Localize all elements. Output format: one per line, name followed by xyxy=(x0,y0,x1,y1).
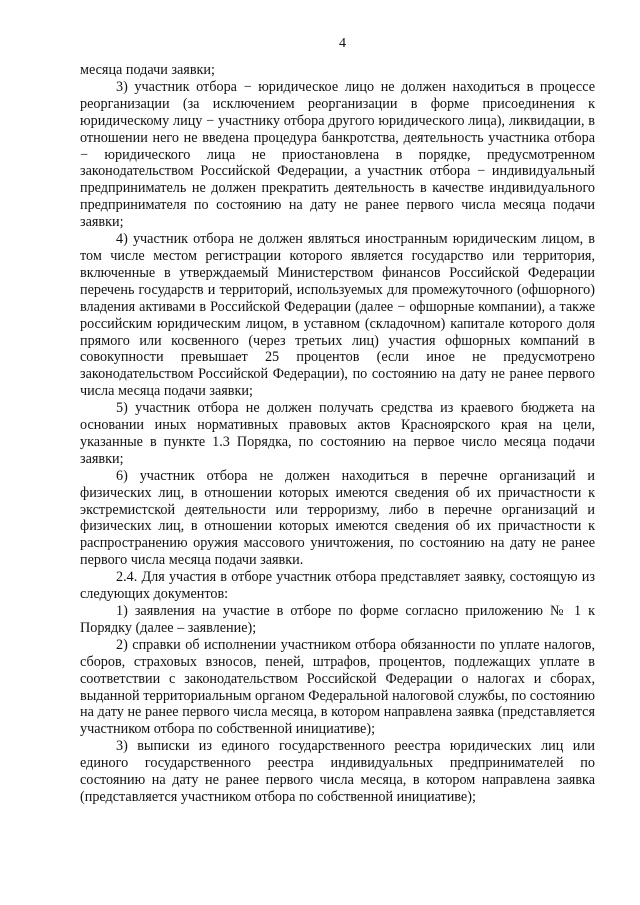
paragraph: 5) участник отбора не должен получать средства из краевого бюджета на основании иных нормативных правовых актов Красноярского края на цели, указанные в пункте 1.3 Порядка, по состоянию на первое число месяца подачи заявки; xyxy=(80,400,595,467)
paragraph: 2) справки об исполнении участником отбора обязанности по уплате налогов, сборов, страховых взносов, пеней, штрафов, процентов, подлежащих уплате в соответствии с законодательством Российской Федерации о налогах и сборах, выданной территориальным органом Федеральной налоговой службы, по состоянию на дату не ранее первого числа месяца, в котором направлена заявка (представляется участником отбора по собственной инициативе); xyxy=(80,636,595,738)
page-number: 4 xyxy=(339,36,346,51)
paragraph: месяца подачи заявки; xyxy=(80,62,215,78)
paragraph: 3) выписки из единого государственного реестра юридических лиц или единого государственного реестра индивидуальных предпринимателей по состоянию на дату не ранее первого числа месяца, в котором направлена заявка (представляется участником отбора по собственной инициативе); xyxy=(80,738,595,805)
paragraph: 1) заявления на участие в отборе по форме согласно приложению № 1 к Порядку (далее – заявление); xyxy=(80,603,595,636)
paragraph: 2.4. Для участия в отборе участник отбора представляет заявку, состоящую из следующих документов: xyxy=(80,569,595,603)
paragraph: 4) участник отбора не должен являться иностранным юридическим лицом, в том числе местом регистрации которого является государство или территория, включенные в утверждаемый Министерством финансов Российской Федерации перечень государств и территорий, используемых для промежуточного (офшорного) владения активами в Российской Федерации (далее − офшорные компании), а также российским юридическим лицом, в уставном (складочном) капитале которого доля прямого или косвенного (через третьих лиц) участия офшорных компаний в совокупности превышает 25 процентов (если иное не предусмотрено законодательством Российской Федерации), по состоянию на дату не ранее первого числа месяца подачи заявки; xyxy=(80,231,595,400)
paragraph: 3) участник отбора − юридическое лицо не должен находиться в процессе реорганизации (за исключением реорганизации в форме присоединения к юридическому лицу − участнику отбора другого юридического лица), ликвидации, в отношении него не введена процедура банкротства, деятельность участника отбора − юридического лица не приостановлена в порядке, предусмотренном законодательством Российской Федерации, а участник отбора − индивидуальный предприниматель не должен прекратить деятельность в качестве индивидуального предпринимателя по состоянию на дату не ранее первого числа месяца подачи заявки; xyxy=(80,78,595,231)
document-body xyxy=(80,62,595,806)
paragraph: 6) участник отбора не должен находиться в перечне организаций и физических лиц, в отношении которых имеются сведения об их причастности к экстремистской деятельности или терроризму, либо в перечне организаций и физических лиц, в отношении которых имеются сведения об их причастности к распространению оружия массового уничтожения, по состоянию на дату не ранее первого числа месяца подачи заявки. xyxy=(80,467,595,569)
